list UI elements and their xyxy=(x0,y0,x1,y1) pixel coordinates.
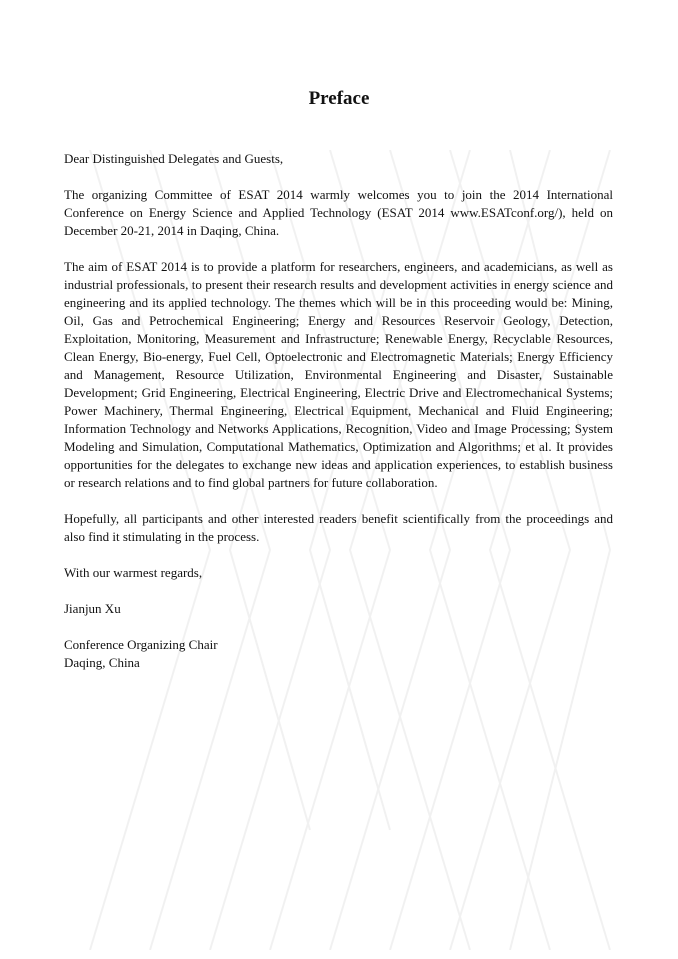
document-body xyxy=(64,150,613,690)
signature-block xyxy=(64,636,613,672)
signatory-location: Daqing, China xyxy=(64,655,140,670)
paragraph-hope: Hopefully, all participants and other interested readers benefit scientifically from the proceedings and also find it stimulating in the process. xyxy=(64,511,613,544)
page-title: Preface xyxy=(308,88,370,109)
signatory-role: Conference Organizing Chair xyxy=(64,637,218,652)
closing: With our warmest regards, xyxy=(64,565,203,580)
salutation: Dear Distinguished Delegates and Guests, xyxy=(64,151,284,166)
paragraph-welcome: The organizing Committee of ESAT 2014 warmly welcomes you to join the 2014 International Conference on Energy Science and Applied Technology (ESAT 2014 www.ESATconf.org/), held on December 20-21, 2014 in Daqing, China. xyxy=(64,187,613,238)
paragraph-aim: The aim of ESAT 2014 is to provide a platform for researchers, engineers, and academicians, as well as industrial professionals, to present their research results and development activities in energy science and engineering and its applied technology. The themes which will be in this proceeding would be: Mining, Oil, Gas and Petrochemical Engineering; Energy and Resources Reservoir Geology, Detection, Exploitation, Monitoring, Measurement and Infrastructure; Renewable Energy, Recyclable Resources, Clean Energy, Bio-energy, Fuel Cell, Optoelectronic and Electromagnetic Materials; Energy Efficiency and Management, Resource Utilization, Environmental Engineering and Disaster, Sustainable Development; Grid Engineering, Electrical Engineering, Electric Drive and Electromechanical Systems; Power Machinery, Thermal Engineering, Electrical Equipment, Mechanical and Fluid Engineering; Information Technology and Networks Applications, Recognition, Video and Image Processing; System Modeling and Simulation, Computational Mathematics, Optimization and Algorithms; et al. It provides opportunities for the delegates to exchange new ideas and application experiences, to establish business or research relations and to find global partners for future collaboration. xyxy=(64,259,613,490)
signatory-name: Jianjun Xu xyxy=(64,601,121,616)
